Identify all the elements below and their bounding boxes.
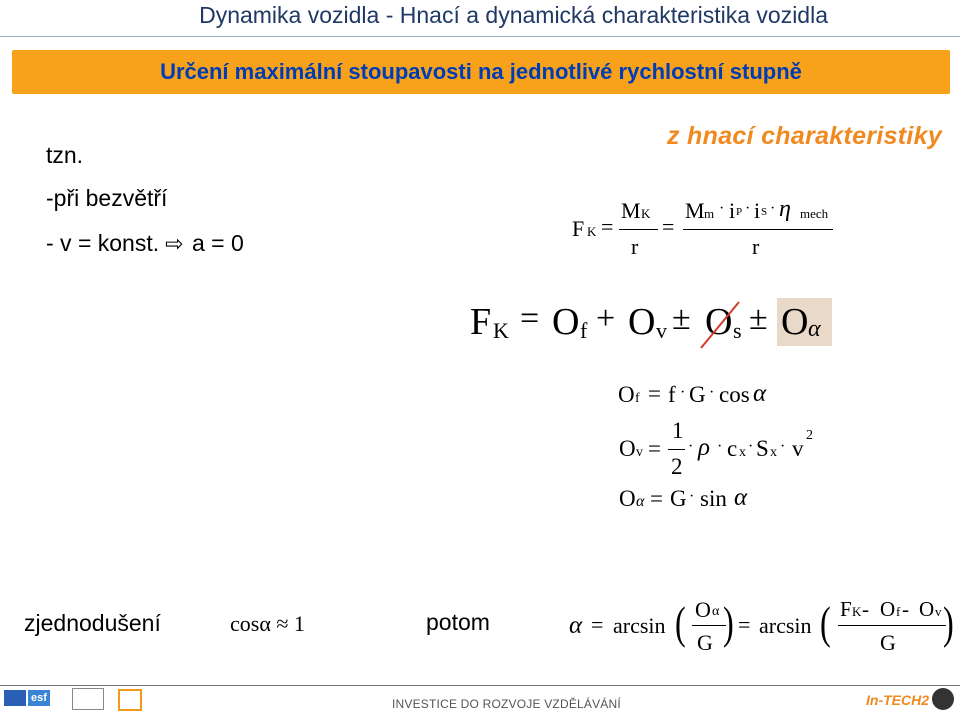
f3-f-sub: f — [635, 391, 640, 406]
b-paren-close-1: ) — [723, 597, 734, 648]
b-f-sub: f — [896, 604, 901, 619]
f3-x-sub-1: x — [739, 445, 746, 460]
title-divider — [0, 36, 960, 37]
f2-alpha-sub: α — [808, 316, 821, 342]
f3-O-f: O — [618, 382, 635, 407]
b-dash-2: - — [902, 597, 909, 621]
footer-divider — [0, 685, 960, 686]
f1-mech-sub: mech — [800, 206, 829, 221]
f3-O-v: O — [619, 436, 636, 461]
f1-m-sub: m — [704, 206, 715, 221]
eu-flag-logo — [4, 690, 26, 706]
f3-v-sub: v — [636, 445, 643, 460]
footer-text: INVESTICE DO ROZVOJE VZDĚLÁVÁNÍ — [392, 697, 621, 711]
constant-speed-line — [46, 230, 244, 257]
b-dash-1: - — [862, 597, 869, 621]
f2-K: K — [493, 318, 509, 343]
banner-text: Určení maximální stoupavosti na jednotlivé rychlostní stupně — [160, 59, 802, 84]
konst-text: - v = konst. — [46, 230, 160, 256]
b-K-sub: K — [852, 604, 862, 619]
b-alpha: α — [569, 612, 583, 639]
f3-eq1: = — [648, 381, 661, 406]
f1-frac-line-1 — [619, 229, 658, 230]
b-eq2: = — [738, 612, 751, 637]
f3-dot2: · — [709, 384, 715, 401]
b-arcsin-1: arcsin — [613, 613, 666, 638]
f3-c: c — [727, 436, 738, 461]
f3-dot5: · — [748, 438, 754, 455]
f3-one: 1 — [672, 418, 684, 443]
slide-title: Dynamika vozidla - Hnací a dynamická charakteristika vozidla — [199, 2, 828, 28]
f2-pm1: ± — [672, 300, 691, 337]
b-v-sub: v — [935, 604, 942, 619]
b-paren-open-2: ( — [820, 597, 831, 648]
f2-f-sub: f — [580, 318, 588, 343]
bezvetri-text: -při bezvětří — [46, 185, 168, 211]
ministry-logo — [72, 688, 104, 710]
intech-logo: In-TECH2 — [866, 692, 929, 708]
f3-dot4: · — [717, 438, 723, 455]
f3-half-line — [668, 449, 685, 450]
f3-f-coef: f — [668, 382, 676, 407]
section-banner — [12, 50, 950, 94]
f1-r-2: r — [752, 234, 760, 259]
op-vk-logo — [118, 689, 142, 711]
f1-dot2: · — [745, 200, 751, 217]
b-frac-line-2 — [838, 625, 946, 626]
f2-eq: = — [520, 300, 540, 337]
f3-dot3: · — [688, 438, 694, 455]
f3-dot6: · — [780, 438, 786, 455]
f1-P-sub: P — [736, 206, 743, 218]
f3-two: 2 — [671, 454, 683, 479]
b-paren-close-2: ) — [943, 597, 954, 648]
f1-K-num: K — [641, 206, 651, 221]
potom-label: potom — [426, 609, 490, 635]
b-alpha-sub: α — [712, 604, 720, 619]
f3-sin: sin — [700, 486, 727, 511]
implies-arrow-icon: ⇨ — [165, 231, 184, 256]
f1-F: F — [572, 216, 585, 241]
f1-i-S: i — [754, 198, 761, 223]
f1-eq1: = — [601, 214, 614, 239]
f1-S-sub: S — [761, 206, 768, 218]
f1-frac-line-2 — [683, 229, 833, 230]
university-seal-logo — [932, 688, 954, 710]
f3-rho: ρ — [698, 434, 710, 461]
strike-through-mark — [695, 300, 745, 350]
f3-dot7: · — [689, 488, 695, 505]
simplification-label: zjednodušení — [24, 610, 161, 636]
f3-alpha-2: α — [734, 484, 748, 511]
f3-v: v — [792, 436, 804, 461]
f3-cos: cos — [719, 382, 750, 407]
esf-logo: esf — [28, 690, 50, 706]
b-O-v: O — [919, 597, 935, 621]
f2-F: F — [470, 301, 492, 343]
b-paren-open-1: ( — [675, 597, 686, 648]
acceleration-zero-text: a = 0 — [191, 230, 244, 256]
f3-sq: 2 — [806, 428, 813, 443]
b-O: O — [695, 597, 711, 622]
f1-eta: η — [779, 196, 791, 222]
f1-M-m: M — [685, 198, 705, 223]
cos-approx-formula: cosα ≈ 1 — [230, 611, 305, 636]
tzn-text: tzn. — [46, 142, 84, 168]
f1-dot1: · — [719, 200, 725, 217]
f2-O-alpha: O — [781, 301, 809, 343]
f1-r-1: r — [631, 234, 639, 259]
f3-S: S — [756, 436, 769, 461]
b-eq1: = — [591, 612, 604, 637]
f1-i-P: i — [729, 198, 736, 223]
f1-eq2: = — [662, 214, 675, 239]
f3-dot1: · — [680, 384, 686, 401]
f3-alpha-sub: α — [636, 493, 645, 510]
b-frac-line-1 — [692, 625, 726, 626]
f2-O-v: O — [628, 301, 656, 343]
b-G-1: G — [697, 630, 713, 655]
f3-eq3: = — [650, 486, 663, 511]
f3-G-2: G — [670, 486, 687, 511]
f2-pm2: ± — [749, 300, 768, 337]
b-F: F — [840, 597, 852, 621]
b-G-2: G — [880, 630, 896, 655]
f2-plus: + — [596, 300, 616, 337]
f3-O-alpha: O — [619, 486, 636, 511]
f1-dot3: · — [770, 200, 776, 217]
f3-alpha-1: α — [753, 380, 767, 407]
f1-K: K — [587, 224, 597, 239]
f3-eq2: = — [648, 436, 661, 461]
f2-v-sub: v — [656, 318, 667, 343]
f3-G-1: G — [689, 382, 706, 407]
b-arcsin-2: arcsin — [759, 613, 812, 638]
b-O-f: O — [880, 597, 896, 621]
f2-s-sub: s — [733, 318, 742, 343]
f2-O-f: O — [552, 301, 580, 343]
traction-characteristic-heading: z hnací charakteristiky — [667, 122, 943, 150]
f2-O-s: O — [705, 301, 733, 343]
f3-x-sub-2: x — [770, 445, 777, 460]
f1-M-num: M — [621, 198, 641, 223]
